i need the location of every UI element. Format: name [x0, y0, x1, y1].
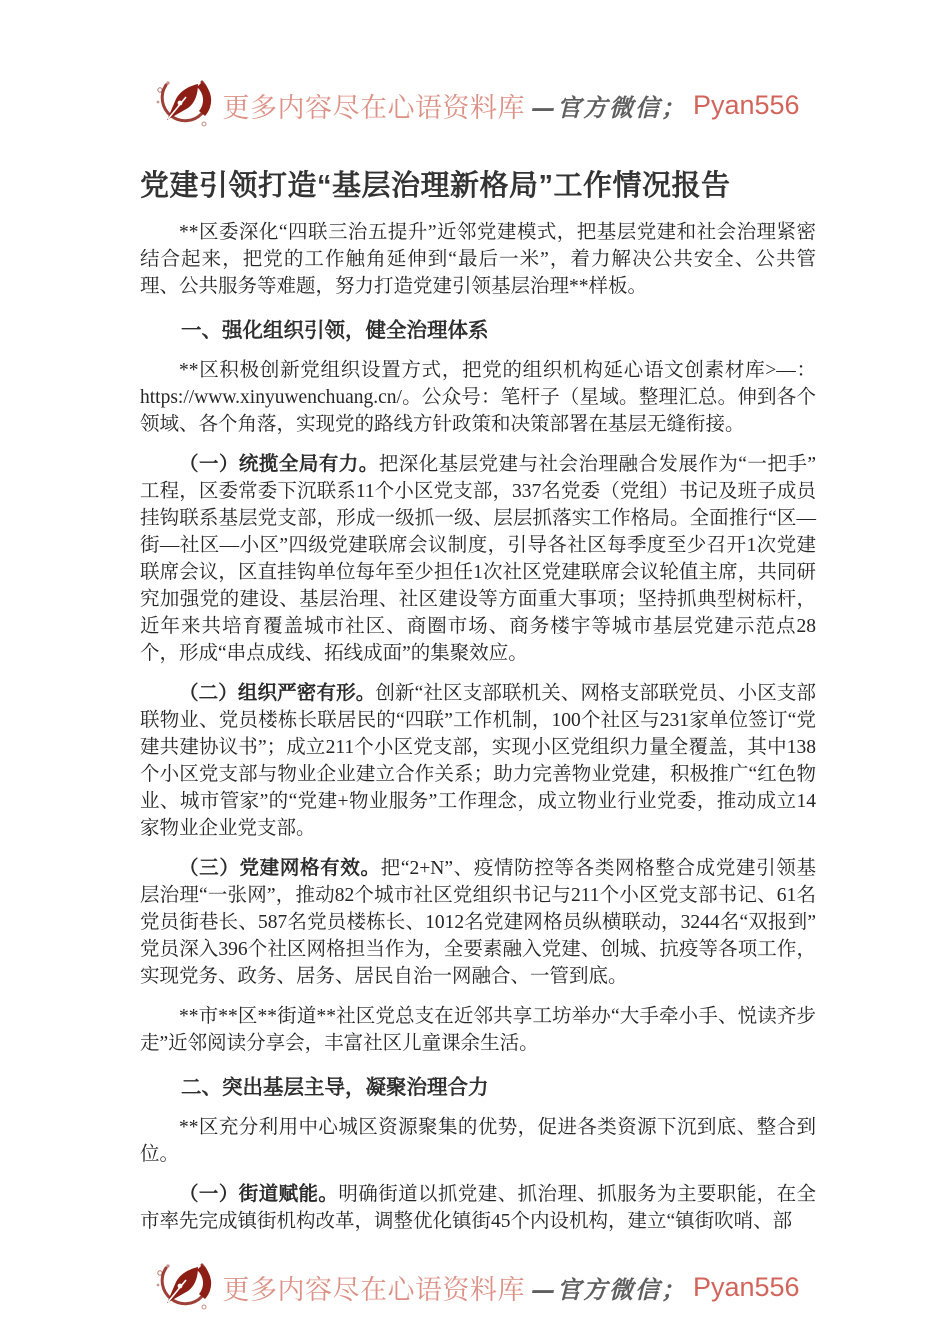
paragraph: **区委深化“四联三治五提升”近邻党建模式，把基层党建和社会治理紧密结合起来，把党的工作触角延伸到“最后一米”，着力解决公共安全、公共管理、公共服务等难题，努力打造党建引领基层治理**样板。: [140, 221, 816, 297]
header-banner: [0, 0, 950, 134]
document-content: [140, 168, 816, 1235]
paragraph-lead: （一）街道赋能。: [179, 1182, 339, 1205]
banner-wechat-account: Pyan556: [692, 1272, 800, 1303]
paragraph: **区积极创新党组织设置方式，把党的组织机构延心语文创素材库>—：https://www.xinyuwenchuang.cn/。公众号：笔杆子（星域。整理汇总。伸到各个领域、各个角落，实现党的路线方针政策和决策部署在基层无缝衔接。: [140, 359, 816, 435]
paragraph: （三）党建网格有效。把“2+N”、疫情防控等各类网格整合成党建引领基层治理“一张网”，推动82个城市社区党组织书记与211个小区党支部书记、61名党员街巷长、587名党员楼栋长、1012名党建网格员纵横联动，3244名“双报到”党员深入396个社区网格担当作为，全要素融入党建、创城、抗疫等各项工作，实现党务、政务、居务、居民自治一网融合、一管到底。: [140, 856, 816, 987]
paragraph-lead: （二）组织严密有形。: [179, 681, 376, 704]
banner-wechat-label: —官方微信；: [530, 1275, 687, 1305]
page-title: 党建引领打造“基层治理新格局”工作情况报告: [140, 170, 731, 202]
paragraph: （二）组织严密有形。创新“社区支部联机关、网格支部联党员、小区支部联物业、党员楼栋长联居民的“四联”工作机制，100个社区与231家单位签订“党建共建协议书”；成立211个小区党支部，实现小区党组织力量全覆盖，其中138个小区党支部与物业企业建立合作关系；助力完善物业党建，积极推广“红色物业、城市管家”的“党建+物业服务”工作理念，成立物业行业党委，推动成立14家物业企业党支部。: [140, 681, 816, 839]
paragraph-lead: （三）党建网格有效。: [179, 856, 381, 879]
paragraph-lead: （一）统揽全局有力。: [179, 452, 379, 475]
paragraph: **市**区**街道**社区党总支在近邻共享工坊举办“大手牵小手、悦读齐步走”近邻阅读分享会，丰富社区儿童课余生活。: [140, 1005, 816, 1054]
banner-brand-text: 更多内容尽在心语资料库: [222, 92, 525, 123]
paragraph: **区充分利用中心城区资源聚集的优势，促进各类资源下沉到底、整合到位。: [140, 1116, 816, 1165]
footer-banner: [0, 1259, 950, 1317]
banner-wechat-label: —官方微信；: [530, 92, 687, 122]
paragraph: （一）街道赋能。明确街道以抓党建、抓治理、抓服务为主要职能，在全市率先完成镇街机构改革，调整优化镇街45个内设机构，建立“镇街吹哨、部: [140, 1182, 816, 1232]
paragraph: （一）统揽全局有力。把深化基层党建与社会治理融合发展作为“一把手”工程，区委常委下沉联系11个小区党支部，337名党委（党组）书记及班子成员挂钩联系基层党支部，形成一级抓一级、层层抓落实工作格局。全面推行“区—街—社区—小区”四级党建联席会议制度，引导各社区每季度至少召开1次党建联席会议，区直挂钩单位每年至少担任1次社区党建联席会议轮值主席，共同研究加强党的建设、基层治理、社区建设等方面重大事项；坚持抓典型树标杆，近年来共培育覆盖城市社区、商圈市场、商务楼宇等城市基层党建示范点28个，形成“串点成线、拓线成面”的集聚效应。: [140, 452, 816, 664]
banner-brand-text: 更多内容尽在心语资料库: [222, 1275, 525, 1306]
section-heading: 一、强化组织引领，健全治理体系: [181, 318, 489, 342]
section-heading: 二、突出基层主导，凝聚治理合力: [181, 1075, 489, 1099]
pen-nib-logo-icon: [150, 76, 216, 134]
document-body: [140, 219, 816, 1235]
pen-nib-logo-icon: [150, 1259, 216, 1317]
banner-wechat-account: Pyan556: [692, 89, 800, 120]
